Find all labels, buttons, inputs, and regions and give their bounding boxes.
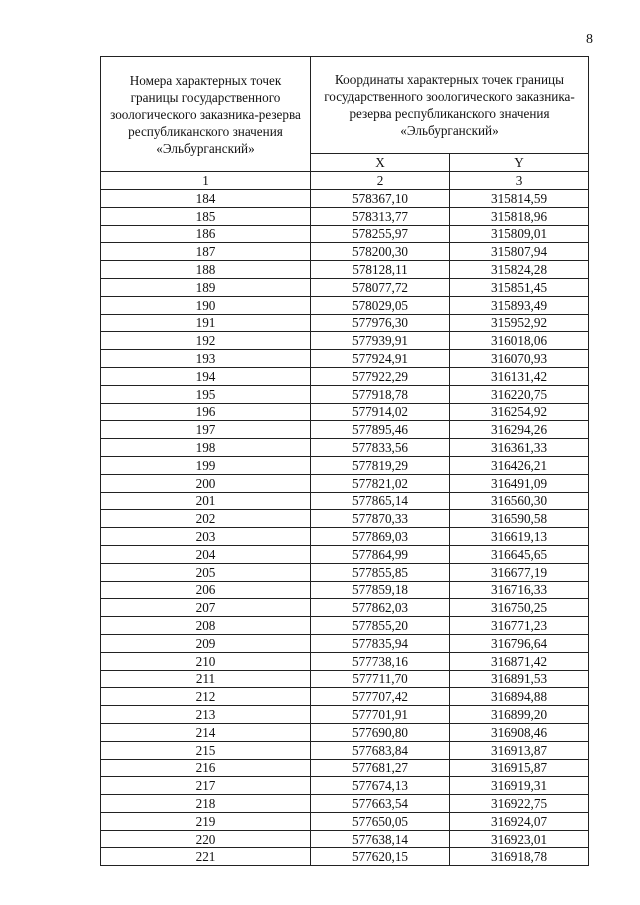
point-number-cell: 193 [101, 350, 311, 368]
x-coordinate-cell: 577922,29 [311, 367, 450, 385]
x-coordinate-cell: 577864,99 [311, 545, 450, 563]
y-coordinate-cell: 316919,31 [450, 777, 589, 795]
y-coordinate-cell: 316908,46 [450, 723, 589, 741]
x-coordinate-cell: 577819,29 [311, 456, 450, 474]
y-coordinate-cell: 316915,87 [450, 759, 589, 777]
y-coordinate-cell: 316891,53 [450, 670, 589, 688]
y-coordinate-cell: 316645,65 [450, 545, 589, 563]
x-coordinate-cell: 577855,20 [311, 617, 450, 635]
point-number-cell: 204 [101, 545, 311, 563]
x-coordinate-cell: 577738,16 [311, 652, 450, 670]
table-row [101, 350, 589, 368]
x-coordinate-cell: 577918,78 [311, 385, 450, 403]
table-row [101, 278, 589, 296]
y-coordinate-cell: 315893,49 [450, 296, 589, 314]
y-coordinate-cell: 316294,26 [450, 421, 589, 439]
table-row [101, 385, 589, 403]
table-row [101, 795, 589, 813]
point-number-cell: 196 [101, 403, 311, 421]
point-number-cell: 214 [101, 723, 311, 741]
x-coordinate-cell: 577855,85 [311, 563, 450, 581]
point-number-cell: 205 [101, 563, 311, 581]
table-row [101, 812, 589, 830]
point-number-cell: 215 [101, 741, 311, 759]
point-number-cell: 207 [101, 599, 311, 617]
y-coordinate-cell: 316491,09 [450, 474, 589, 492]
table-row [101, 830, 589, 848]
y-coordinate-cell: 316131,42 [450, 367, 589, 385]
y-coordinate-cell: 316871,42 [450, 652, 589, 670]
point-number-cell: 203 [101, 528, 311, 546]
point-number-cell: 191 [101, 314, 311, 332]
y-coordinate-cell: 316913,87 [450, 741, 589, 759]
y-coordinate-cell: 315818,96 [450, 207, 589, 225]
point-number-cell: 197 [101, 421, 311, 439]
y-coordinate-cell: 316677,19 [450, 563, 589, 581]
table-row [101, 777, 589, 795]
y-coordinate-cell: 316894,88 [450, 688, 589, 706]
table-row [101, 670, 589, 688]
table-row [101, 510, 589, 528]
header-point-numbers [101, 57, 311, 172]
table-row [101, 741, 589, 759]
table-row [101, 190, 589, 208]
point-number-cell: 192 [101, 332, 311, 350]
x-coordinate-cell: 577870,33 [311, 510, 450, 528]
point-number-cell: 221 [101, 848, 311, 866]
y-coordinate-cell: 316220,75 [450, 385, 589, 403]
point-number-cell: 216 [101, 759, 311, 777]
x-coordinate-cell: 577711,70 [311, 670, 450, 688]
table-row [101, 581, 589, 599]
table-row [101, 403, 589, 421]
y-coordinate-cell: 316899,20 [450, 706, 589, 724]
point-number-cell: 195 [101, 385, 311, 403]
table-row [101, 296, 589, 314]
y-coordinate-cell: 316771,23 [450, 617, 589, 635]
table-row [101, 332, 589, 350]
column-number-3: 3 [450, 172, 589, 190]
point-number-cell: 209 [101, 634, 311, 652]
y-coordinate-cell: 315809,01 [450, 225, 589, 243]
table-row [101, 688, 589, 706]
y-coordinate-cell: 316924,07 [450, 812, 589, 830]
x-coordinate-cell: 577833,56 [311, 439, 450, 457]
point-number-cell: 199 [101, 456, 311, 474]
y-coordinate-cell: 315814,59 [450, 190, 589, 208]
table-row [101, 723, 589, 741]
x-coordinate-cell: 577690,80 [311, 723, 450, 741]
point-number-cell: 188 [101, 261, 311, 279]
y-coordinate-cell: 316922,75 [450, 795, 589, 813]
point-number-cell: 219 [101, 812, 311, 830]
header-coordinates [311, 57, 589, 154]
table-row [101, 634, 589, 652]
x-coordinate-cell: 577683,84 [311, 741, 450, 759]
y-coordinate-cell: 316619,13 [450, 528, 589, 546]
x-coordinate-cell: 577650,05 [311, 812, 450, 830]
x-coordinate-cell: 577674,13 [311, 777, 450, 795]
column-number-2: 2 [311, 172, 450, 190]
x-coordinate-cell: 577865,14 [311, 492, 450, 510]
x-coordinate-cell: 577638,14 [311, 830, 450, 848]
y-coordinate-cell: 316018,06 [450, 332, 589, 350]
x-coordinate-cell: 577835,94 [311, 634, 450, 652]
y-coordinate-cell: 316590,58 [450, 510, 589, 528]
x-coordinate-cell: 578077,72 [311, 278, 450, 296]
table-row [101, 207, 589, 225]
x-coordinate-cell: 578029,05 [311, 296, 450, 314]
y-coordinate-cell: 316560,30 [450, 492, 589, 510]
y-coordinate-cell: 316070,93 [450, 350, 589, 368]
table-row [101, 492, 589, 510]
y-coordinate-cell: 316361,33 [450, 439, 589, 457]
table-row [101, 599, 589, 617]
table-row [101, 243, 589, 261]
x-coordinate-cell: 577939,91 [311, 332, 450, 350]
y-coordinate-cell: 315807,94 [450, 243, 589, 261]
table-row [101, 848, 589, 866]
point-number-cell: 202 [101, 510, 311, 528]
point-number-cell: 190 [101, 296, 311, 314]
x-coordinate-cell: 578367,10 [311, 190, 450, 208]
coordinates-table [100, 56, 589, 866]
x-coordinate-cell: 578128,11 [311, 261, 450, 279]
y-coordinate-cell: 315824,28 [450, 261, 589, 279]
x-coordinate-cell: 577914,02 [311, 403, 450, 421]
x-coordinate-cell: 578313,77 [311, 207, 450, 225]
point-number-cell: 220 [101, 830, 311, 848]
table-row [101, 439, 589, 457]
table-row [101, 314, 589, 332]
table-row [101, 225, 589, 243]
column-number-1: 1 [101, 172, 311, 190]
header-point-numbers-label: Номера характерных точек границы государственного зоологического заказника-резерва республиканского значения «Эльбурганский» [110, 72, 301, 156]
x-coordinate-cell: 577701,91 [311, 706, 450, 724]
header-coordinates-label: Координаты характерных точек границы государственного зоологического заказника-резерва республиканского значения «Эльбурганский» [324, 72, 575, 138]
table-row [101, 421, 589, 439]
y-coordinate-cell: 316750,25 [450, 599, 589, 617]
table-row [101, 528, 589, 546]
table-row [101, 261, 589, 279]
y-coordinate-cell: 316923,01 [450, 830, 589, 848]
table-row [101, 545, 589, 563]
page-number: 8 [586, 32, 593, 47]
x-coordinate-cell: 578200,30 [311, 243, 450, 261]
point-number-cell: 186 [101, 225, 311, 243]
table-row [101, 367, 589, 385]
point-number-cell: 184 [101, 190, 311, 208]
y-coordinate-cell: 316254,92 [450, 403, 589, 421]
x-coordinate-cell: 577859,18 [311, 581, 450, 599]
x-coordinate-cell: 578255,97 [311, 225, 450, 243]
x-coordinate-cell: 577821,02 [311, 474, 450, 492]
header-x: X [311, 154, 450, 172]
y-coordinate-cell: 316796,64 [450, 634, 589, 652]
x-coordinate-cell: 577924,91 [311, 350, 450, 368]
table-row [101, 456, 589, 474]
point-number-cell: 211 [101, 670, 311, 688]
point-number-cell: 189 [101, 278, 311, 296]
x-coordinate-cell: 577895,46 [311, 421, 450, 439]
table-row [101, 563, 589, 581]
y-coordinate-cell: 315952,92 [450, 314, 589, 332]
point-number-cell: 187 [101, 243, 311, 261]
table-row [101, 652, 589, 670]
point-number-cell: 208 [101, 617, 311, 635]
x-coordinate-cell: 577976,30 [311, 314, 450, 332]
point-number-cell: 212 [101, 688, 311, 706]
point-number-cell: 213 [101, 706, 311, 724]
x-coordinate-cell: 577620,15 [311, 848, 450, 866]
point-number-cell: 217 [101, 777, 311, 795]
header-y: Y [450, 154, 589, 172]
y-coordinate-cell: 315851,45 [450, 278, 589, 296]
x-coordinate-cell: 577862,03 [311, 599, 450, 617]
y-coordinate-cell: 316918,78 [450, 848, 589, 866]
table-row [101, 759, 589, 777]
point-number-cell: 198 [101, 439, 311, 457]
point-number-cell: 206 [101, 581, 311, 599]
table-row [101, 617, 589, 635]
y-coordinate-cell: 316716,33 [450, 581, 589, 599]
point-number-cell: 194 [101, 367, 311, 385]
x-coordinate-cell: 577707,42 [311, 688, 450, 706]
point-number-cell: 200 [101, 474, 311, 492]
y-coordinate-cell: 316426,21 [450, 456, 589, 474]
x-coordinate-cell: 577869,03 [311, 528, 450, 546]
point-number-cell: 210 [101, 652, 311, 670]
x-coordinate-cell: 577663,54 [311, 795, 450, 813]
point-number-cell: 201 [101, 492, 311, 510]
point-number-cell: 218 [101, 795, 311, 813]
x-coordinate-cell: 577681,27 [311, 759, 450, 777]
table-row [101, 474, 589, 492]
table-row [101, 706, 589, 724]
point-number-cell: 185 [101, 207, 311, 225]
table-body [101, 190, 589, 866]
